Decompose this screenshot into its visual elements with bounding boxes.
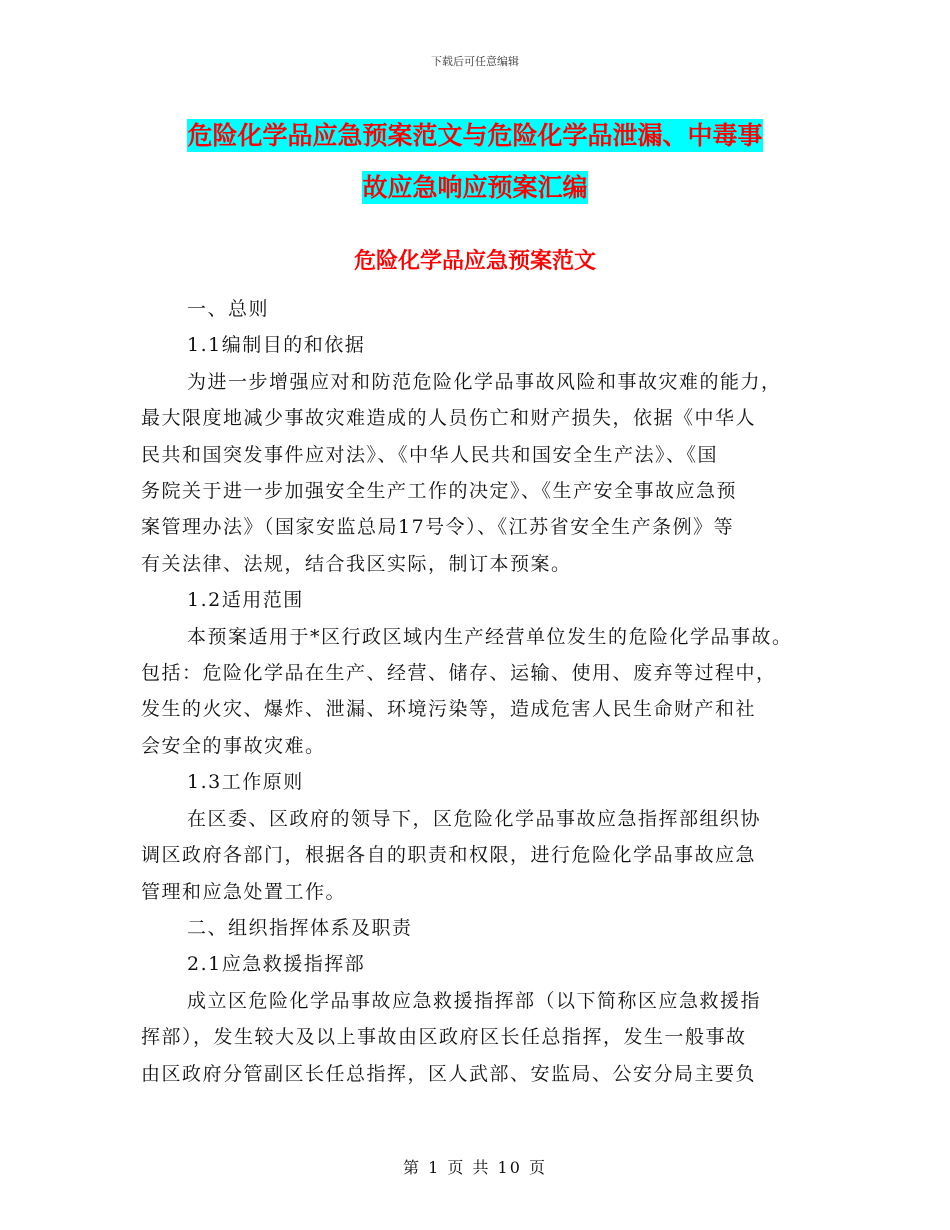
text-line: 成立区危险化学品事故应急救援指挥部（以下简称区应急救援指: [187, 989, 762, 1012]
text-line: 调区政府各部门，根据各自的职责和权限，进行危险化学品事故应急: [141, 844, 757, 867]
text-line: 务院关于进一步加强安全生产工作的决定》、《生产安全事故应急预: [141, 480, 738, 503]
text-line: 管理和应急处置工作。: [141, 880, 347, 903]
text-line: 有关法律、法规，结合我区实际，制订本预案。: [141, 552, 572, 575]
document-title-line-1: [0, 110, 950, 162]
text-line: 1.1编制目的和依据: [187, 334, 366, 357]
text-line: 1.3工作原则: [187, 771, 304, 794]
text-line: 挥部），发生较大及以上事故由区政府区长任总指挥，发生一般事故: [141, 1026, 747, 1049]
text-line: 包括：危险化学品在生产、经营、储存、运输、使用、废弃等过程中，: [141, 662, 777, 685]
header-note: 下载后可任意编辑: [431, 55, 519, 68]
document-title: [0, 110, 950, 214]
title-highlight: 危险化学品应急预案范文与危险化学品泄漏、中毒事: [187, 121, 763, 150]
page-footer: 第 1 页 共 10 页: [403, 1158, 547, 1177]
text-line: 本预案适用于*区行政区域内生产经营单位发生的危险化学品事故。: [187, 625, 793, 648]
text-line: 在区委、区政府的领导下，区危险化学品事故应急指挥部组织协: [187, 807, 762, 830]
text-line: 2.1应急救援指挥部: [187, 953, 366, 976]
text-line: 二、组织指挥体系及职责: [187, 916, 413, 939]
text-line: 发生的火灾、爆炸、泄漏、环境污染等，造成危害人民生命财产和社: [141, 698, 757, 721]
document-title-line-2: [0, 162, 950, 214]
text-line: 1.2适用范围: [187, 589, 304, 612]
text-line: 最大限度地减少事故灾难造成的人员伤亡和财产损失，依据《中华人: [141, 407, 757, 430]
text-line: 一、总则: [187, 298, 270, 320]
title-highlight: 故应急响应预案汇编: [362, 173, 588, 202]
text-line: 由区政府分管副区长任总指挥，区人武部、安监局、公安分局主要负: [141, 1062, 757, 1085]
section-title: 危险化学品应急预案范文: [353, 248, 596, 274]
text-line: 为进一步增强应对和防范危险化学品事故风险和事故灾难的能力，: [187, 370, 782, 393]
text-line: 会安全的事故灾难。: [141, 734, 326, 757]
text-line: 案管理办法》（国家安监总局17号令）、《江苏省安全生产条例》等: [141, 516, 735, 539]
document-body: [141, 291, 831, 1092]
text-line: 民共和国突发事件应对法》、《中华人民共和国安全生产法》、《国: [141, 443, 719, 466]
